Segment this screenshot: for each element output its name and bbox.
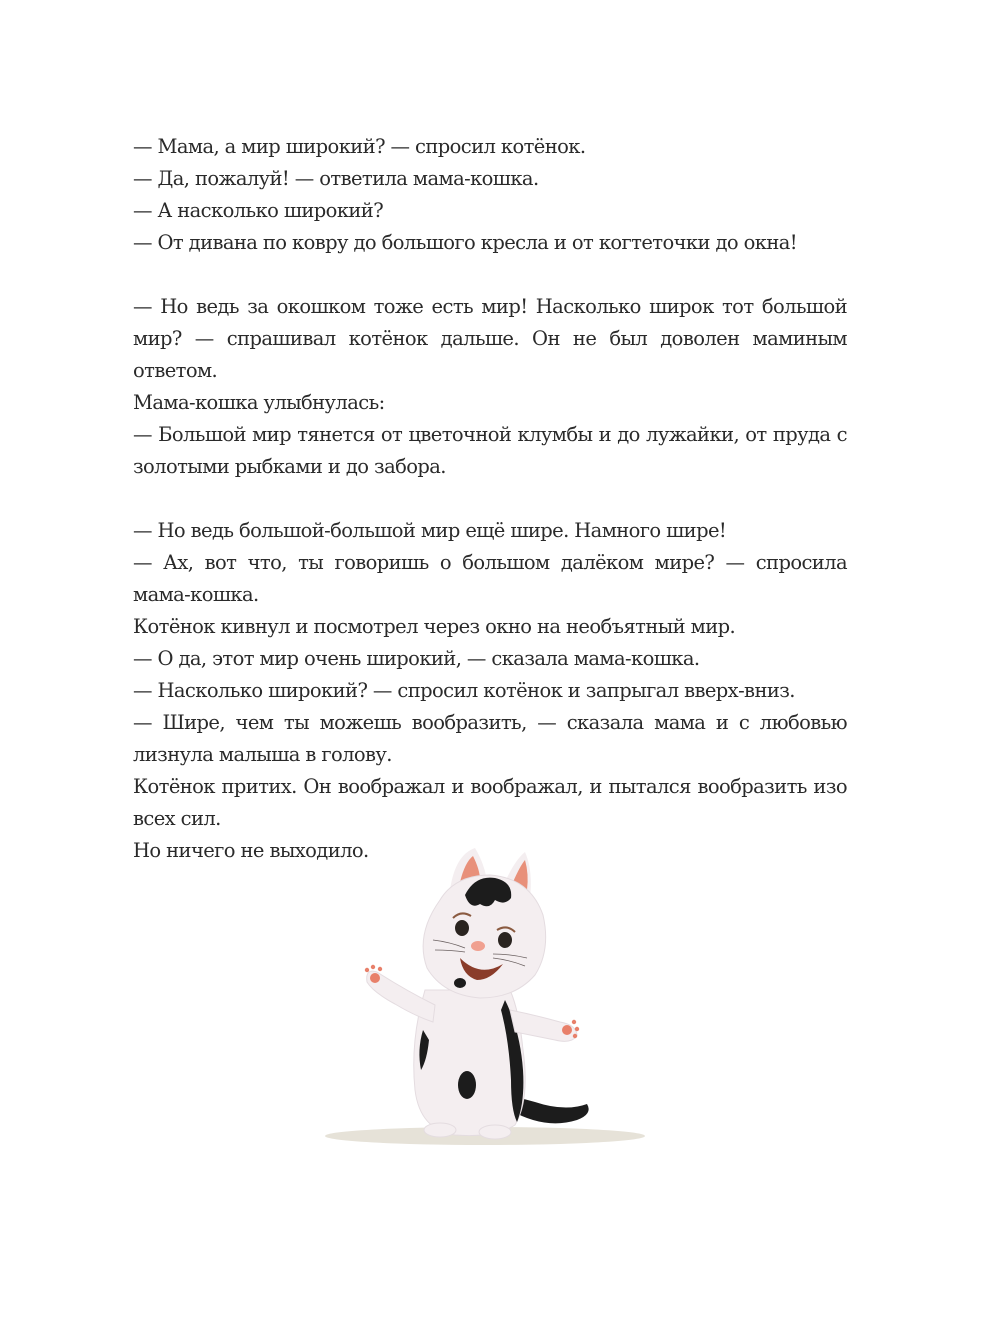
paragraph: — Но ведь за окошком тоже есть мир! Насколько широк тот большой мир? — спрашивал котёнок дальше. Он не был доволен маминым ответом.: [133, 295, 847, 382]
right-paw-toe: [572, 1020, 576, 1024]
paragraph: — Мама, а мир широкий? — спросил котёнок.: [133, 135, 586, 158]
kitten-nose: [471, 941, 485, 951]
left-paw-pad: [370, 973, 380, 983]
left-paw-toe: [365, 968, 369, 972]
paragraph: Но ничего не выходило.: [133, 839, 369, 862]
right-paw-pad: [562, 1025, 572, 1035]
paragraph: — О да, этот мир очень широкий, — сказала мама-кошка.: [133, 647, 700, 670]
text-block-dialogue-1: [133, 131, 847, 259]
right-paw-toe: [575, 1027, 579, 1031]
paragraph: — Ах, вот что, ты говоришь о большом далёком мире? — спросила мама-кошка.: [133, 551, 847, 606]
kitten-right-eye: [498, 932, 512, 948]
kitten-left-eye: [455, 920, 469, 936]
paragraph: — Шире, чем ты можешь вообразить, — сказала мама и с любовью лизнула малыша в голову.: [133, 711, 847, 766]
kitten-cheek-spot: [454, 978, 466, 988]
kitten-belly-spot: [458, 1071, 476, 1099]
paragraph: Котёнок притих. Он воображал и воображал, и пытался вообразить изо всех сил.: [133, 775, 847, 830]
paragraph: — Да, пожалуй! — ответила мама-кошка.: [133, 167, 539, 190]
paragraph: Мама-кошка улыбнулась:: [133, 391, 385, 414]
paragraph: — Насколько широкий? — спросил котёнок и запрыгал вверх-вниз.: [133, 679, 795, 702]
paragraph: Котёнок кивнул и посмотрел через окно на необъятный мир.: [133, 615, 736, 638]
paragraph: — А насколько широкий?: [133, 199, 384, 222]
left-paw-toe: [371, 965, 375, 969]
left-paw-toe: [378, 967, 382, 971]
kitten-illustration: [315, 840, 675, 1160]
kitten-right-foot: [479, 1125, 511, 1139]
text-block-dialogue-2: [133, 291, 847, 483]
paragraph: — Большой мир тянется от цветочной клумбы и до лужайки, от пруда с золотыми рыбками и до забора.: [133, 423, 847, 478]
paragraph: — От дивана по ковру до большого кресла и от когтеточки до окна!: [133, 231, 798, 254]
kitten-left-foot: [424, 1123, 456, 1137]
right-paw-toe: [573, 1034, 577, 1038]
paragraph: — Но ведь большой-большой мир ещё шире. Намного шире!: [133, 519, 727, 542]
text-block-dialogue-3: [133, 515, 847, 867]
